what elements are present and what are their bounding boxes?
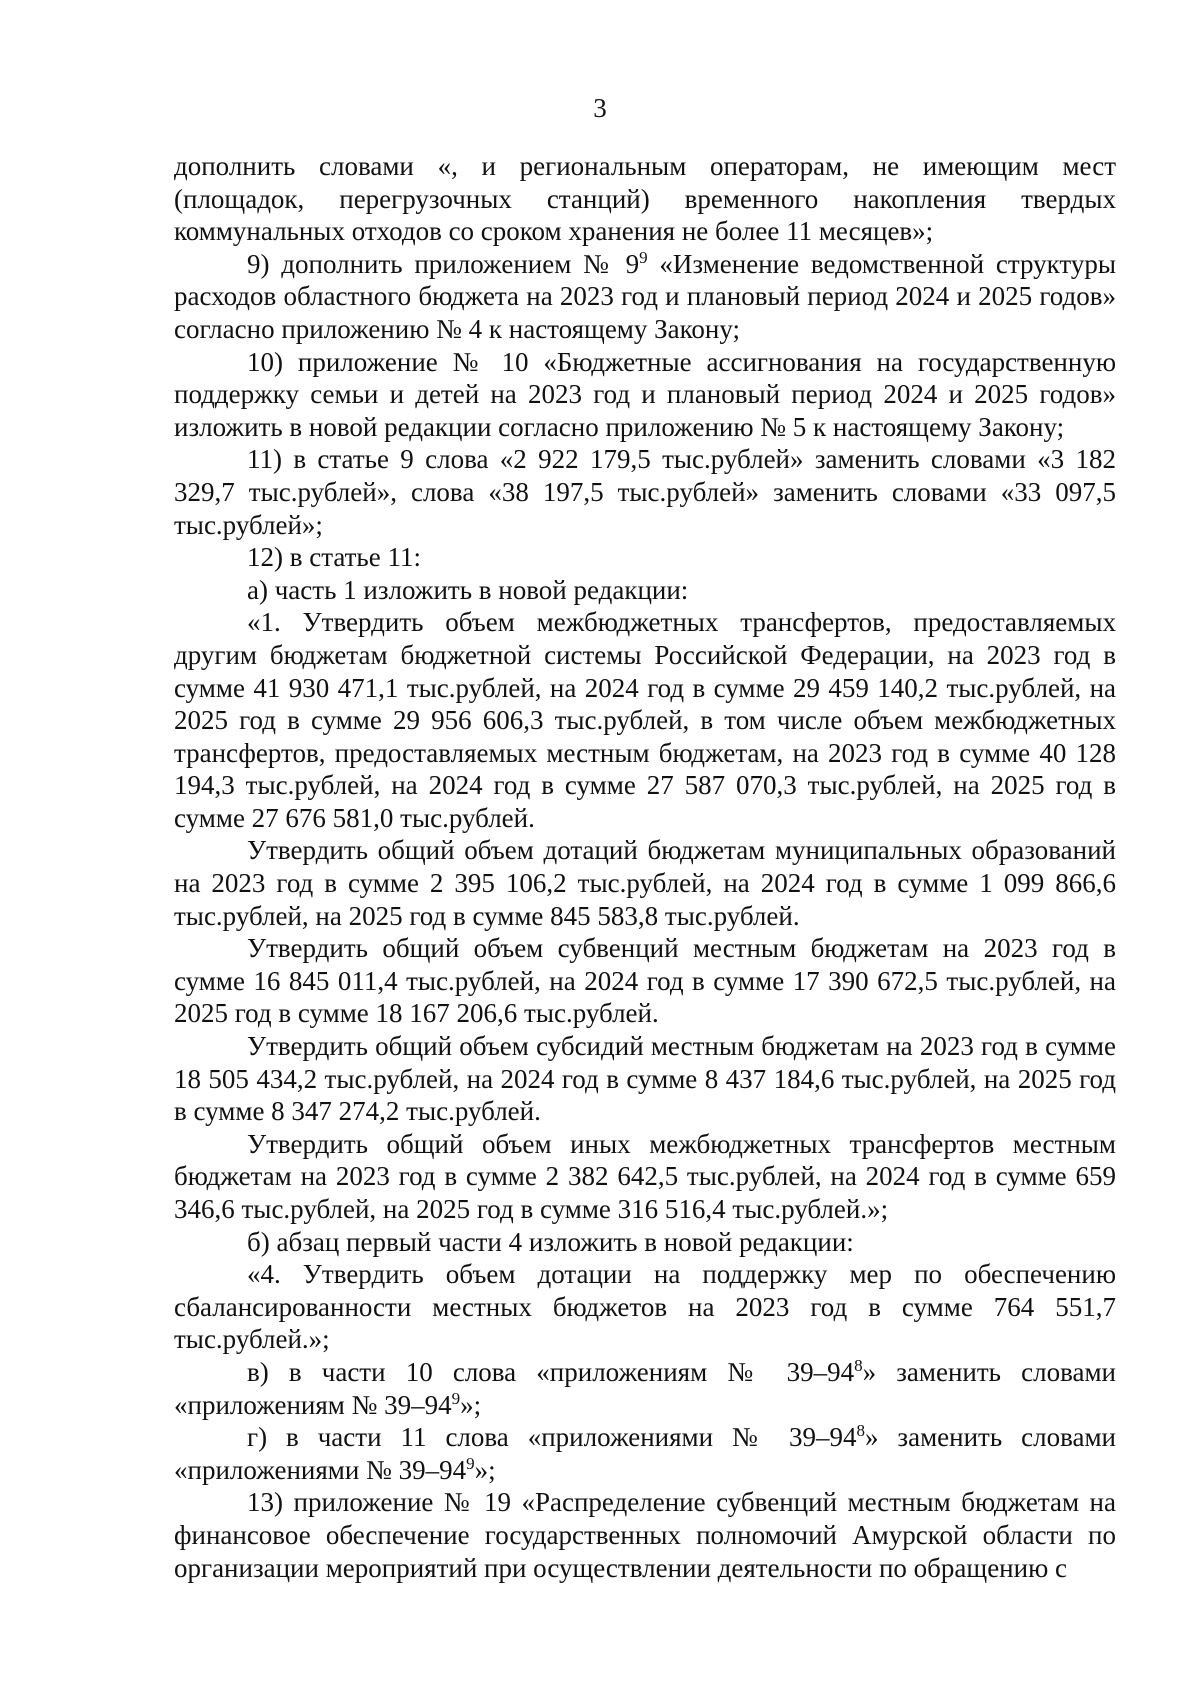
paragraph-dotations: Утвердить общий объем дотаций бюджетам муниципальных образований на 2023 год в сумме 2 395 106,2 тыс.рублей, на 2024 год в сумме 1 099 866,6 тыс.рублей, на 2025 год в сумме 845 583,8 тыс.рублей. [174,835,1116,931]
document-body [174,150,1116,1584]
paragraph-subitem-b: б) абзац первый части 4 изложить в новой редакции: [247,1226,854,1257]
superscript: 9 [451,1388,461,1408]
superscript: 8 [856,1421,865,1441]
paragraph-subitem-g: г) в части 11 слова «приложениями № $39-94^8$» заменить словами «приложениями № $39-94^9$»; [174,1421,1116,1485]
paragraph-subitem-a: а) часть 1 изложить в новой редакции: [247,574,689,605]
paragraph-item-12: 12) в статье 11: [247,542,421,573]
superscript: 8 [854,1355,863,1375]
paragraph-other-transfers: Утвердить общий объем иных межбюджетных трансфертов местным бюджетам на 2023 год в сумме 2 382 642,5 тыс.рублей, на 2024 год в сумме 659 346,6 тыс.рублей, на 2025 год в сумме 316 516,4 тыс.рублей.»; [174,1128,1116,1224]
paragraph-quote-part-1: «1. Утвердить объем межбюджетных трансфертов, предоставляемых другим бюджетам бюджетной системы Российской Федерации, на 2023 год в сумме 41 930 471,1 тыс.рублей, на 2024 год в сумме 29 459 140,2 тыс.рублей, на 2025 год в сумме 29 956 606,3 тыс.рублей, в том числе объем межбюджетных трансфертов, предоставляемых местным бюджетам, на 2023 год в сумме 40 128 194,3 тыс.рублей, на 2024 год в сумме 27 587 070,3 тыс.рублей, на 2025 год в сумме 27 676 581,0 тыс.рублей. [174,607,1116,833]
paragraph-subsidies: Утвердить общий объем субсидий местным бюджетам на 2023 год в сумме 18 505 434,2 тыс.рублей, на 2024 год в сумме 8 437 184,6 тыс.рублей, на 2025 год в сумме 8 347 274,2 тыс.рублей. [174,1031,1116,1127]
paragraph: дополнить словами «, и региональным операторам, не имеющим мест (площадок, перегрузочных станций) временного накопления твердых коммунальных отходов со сроком хранения не более 11 месяцев»; [174,151,1116,247]
paragraph-subitem-v: в) в части 10 слова «приложениям № $39-94^8$» заменить словами «приложениям № $39-94^9$»; [174,1355,1116,1420]
paragraph-item-13: 13) приложение № 19 «Распределение субвенций местным бюджетам на финансовое обеспечение государственных полномочий Амурской области по организации мероприятий при осуществлении деятельности по обращению с [174,1487,1116,1583]
paragraph-item-10: 10) приложение № 10 «Бюджетные ассигнования на государственную поддержку семьи и детей на 2023 год и плановый период 2024 и 2025 годов» изложить в новой редакции согласно приложению № 5 к настоящему Закону; [174,346,1116,442]
paragraph-subventions: Утвердить общий объем субвенций местным бюджетам на 2023 год в сумме 16 845 011,4 тыс.рублей, на 2024 год в сумме 17 390 672,5 тыс.рублей, на 2025 год в сумме 18 167 206,6 тыс.рублей. [174,933,1116,1029]
paragraph-quote-part-4: «4. Утвердить объем дотации на поддержку мер по обеспечению сбалансированности местных бюджетов на 2023 год в сумме 764 551,7 тыс.рублей.»; [174,1259,1116,1355]
paragraph-item-11: 11) в статье 9 слова «2 922 179,5 тыс.рублей» заменить словами «3 182 329,7 тыс.рублей», слова «38 197,5 тыс.рублей» заменить словами «33 097,5 тыс.рублей»; [174,444,1116,540]
superscript: 9 [466,1453,475,1473]
page-number: 3 [593,93,607,123]
paragraph-item-9: 9) дополнить приложением № $9^9$ «Изменение ведомственной структуры расходов областного бюджета на 2023 год и плановый период 2024 и 2025 годов» согласно приложению № 4 к настоящему Закону; [174,247,1116,344]
superscript: 9 [639,247,648,267]
